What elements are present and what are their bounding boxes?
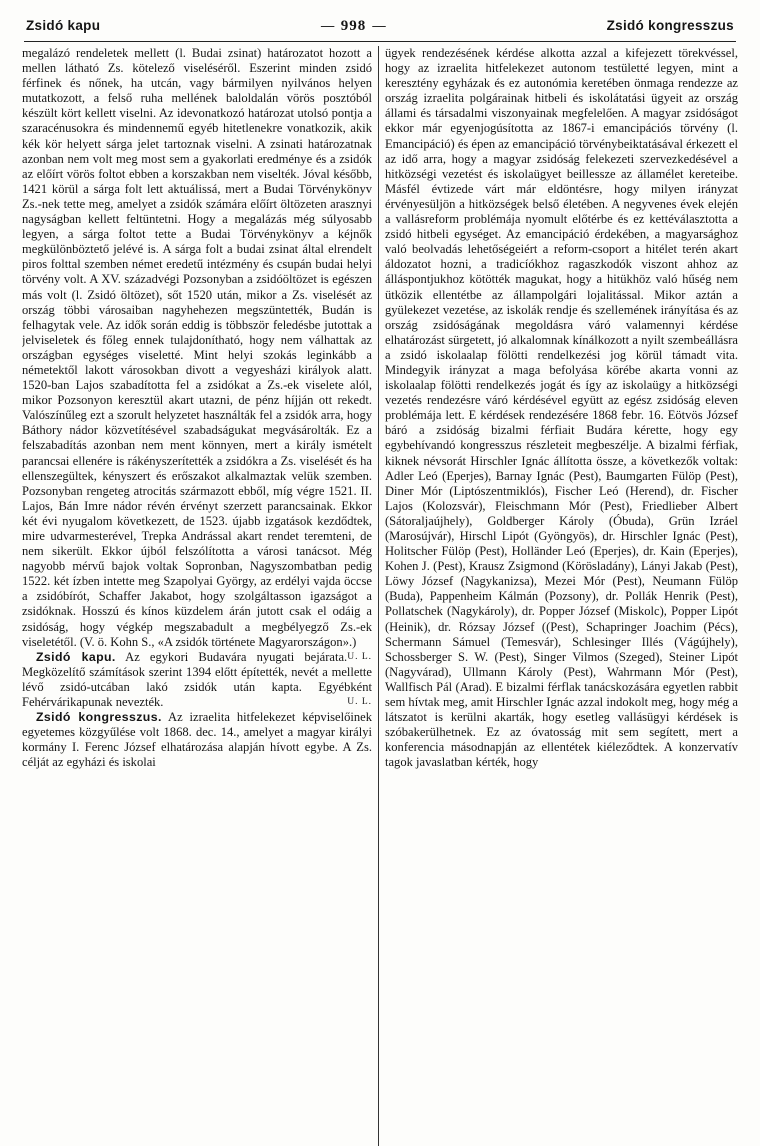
page-number-group: — 998 — [320,18,386,34]
entry-zsido-kongresszus-text: Az izraelita hitfelekezet képviselőinek egyetemes közgyűlése volt 1868. dec. 14., amelyet a magyar királyi kormány I. Ferenc József elhatározása alapján hívott egybe. A Zs. célját az egyházi és iskolai [22,710,372,770]
entry-zsido-kapu-text: Az egykori Budavára nyugati bejárata. Megközelítő számítások szerint 1394 előtt építették, nevét a mellette lévő zsidó-utcában lakó zsidók után kapta. Egyébként Fehérvárikapunak nevezték. [22,649,372,710]
headword-zsido-kongresszus: Zsidó kongresszus. [36,710,162,725]
entry-zsido-kongresszus [22,710,372,770]
entry-zsido-kapu [22,650,372,710]
header-right-keyword: Zsidó kongresszus [606,18,734,33]
left-column [22,46,378,1146]
header-rule [24,41,736,42]
author-signature: U. L. [347,697,372,708]
left-paragraph-1: megalázó rendeletek mellett (l. Budai zsinat) határozatot hozott a mellen látható Zs. kötelező viseléséről. Eszerint minden zsidó férfinek és nőnek, ha utcán, vagy bármilyen nyilvános helyen mutatkozott, a felső ruha mellének baloldalán vörös posztóból készült kört kellett viselni. Az idevonatkozó határozat utolsó pontja a szaracénusokra és mindennemű egyéb hitetlenekre vonatkozik, akik kék kör helyett sárga jelet tartoznak viselni. A zsinati határozatnak azonban nem volt meg most sem a gyakorlati eredménye és a zsidók az előírt vörös foltot ebben a korszakban nem viselték. Jóval később, 1421 körül a sárga folt lett aktuálissá, mert a Budai Törvénykönyv Zs.-nek tette meg, amelyet a zsidók számára előírt öltözeten arasznyi nagyságban kellett feltüntetni. Hogy a megalázás még súlyosabb legyen, a sárga foltot tette a Budai Törvénykönyv a kéjnők megkülönböztető jelévé is. A sárga folt a budai zsinat által elrendelt piros folttal szemben német eredetű intézmény és csupán budai helyi törvény volt. A XV. századvégi Pozsonyban a zsidóöltözet is egészen más volt (l. Zsidó öltözet), sőt 1520 után, mikor a Zs. viselését az ország többi városaiban nagyhehezen megszüntették, Budán is felhagytak vele. Az idők során eddig is többször feledésbe jutottak a jelviseletek és főleg ennek tulajdonítható, hogy nem válhattak az országban egységes viseletté. Mint helyi szokás leginkább a németektől lakott városokban divott a vegyesházi királyok alatt. 1520-ban Lajos szabadította fel a zsidókat a Zs.-ek viselete alól, mikor Pozsonyon keresztül akart utazni, de pénz híjján ott rekedt. Valószínűleg ezt a szorult helyzetet használták fel a zsidók arra, hogy Báthory nádor közvetítésével szabadságukat megvásárolták. Ez a felszabadítás azonban nem ment könnyen, mert a király ismételt parancsai ellenére is rákényszerítették a zsidókra a Zs. viselését és ha ellenszegültek, kényszert és erőszakot alkalmaztak velük szemben. Pozsonyban rengeteg atrocitás származott ebből, míg végre 1521. II. Lajos, Bán Imre nádor révén érvényt szerzett parancsainak. Ekkor két évi nyugalom következett, de 1523. újabb izgatások kezdődtek, mire udvarmesterével, Trepka Andrással akart rendet teremteni, de nem sikerült. Ekkor újból felszólította a városi tanácsot. Még nagyobb mérvű bajok voltak Sopronban, Nagyszombatban pedig 1522. két ízben intette meg Szapolyai György, az erdélyi vajda öccse a zsidóbírót, Schaffer Jakabot, hogy szolgáltasson igazságot a zsidóknak. Hosszú és kínos küzdelem árán jutott csak el odáig a zsidóság, hogy végkép megszabadult a megbélyegző Zs.-ek viseletétől. (V. ö. Kohn S., «A zsidók története Magyarországon».) [22,46,372,649]
header-left-keyword: Zsidó kapu [26,18,101,33]
headword-zsido-kapu: Zsidó kapu. [36,649,116,664]
right-column-text: ügyek rendezésének kérdése alkotta azzal a kifejezett törekvéssel, hogy az izraelita hitfelekezet autonom testületté legyen, mint a keresztény egyházak és ez autonómia keretében önmaga rendezze az ország izraelita polgárainak hitbeli és iskolátatási ügyeit az ország állami és társadalmi viszonyainak megfelelően. A magyar zsidóságot ekkor már egyenjogúsította az 1867-i emancipációs törvény (l. Emancipáció) és épen az emancipáció törvénybeiktatásával érkezett el az idő arra, hogy a magyar zsidóság felekezeti szervezkedésével a hitközségi vezetést és iskolaügyet beillessze az államélet kereteibe. Másfél évtizede várt már eldöntésre, hogy milyen irányzat érvényesüljön a hitközségek belső életében. A negyvenes évek elején a vallásreform problémája nyomult előtérbe és ez kettéválasztotta a zsidó hitbeli egységet. Az emancipáció érdekében, a magyarsághoz való beolvadás lehetőségeiért a reform-csoport a hitélet terén akart áldozatot hozni, a tradicíókhoz ragaszkodók viszont ahhoz az álláspontjukhoz kötötték magukat, hogy a hitükhöz való hűség nem ütközik ellentétbe az állampolgári lojalitással. Mikor aztán a gyülekezet vezetése, az iskolák rendje és szellemének irányítása és az ország zsidóságának megoldásra váró valamennyi kérdése elhatározást sürgetett, jó alkalomnak kínálkozott a nyilt szembeállásra a zsidó iskolaalap fölötti rendelkezési jog körül támadt vita. Mindegyik irányzat a maga befolyása körébe akarta vonni az iskolaalap fölötti rendelkezés jogát és így az iskolaügy a hitközségi vezetés rendezésre váró kérdésével együtt az egész zsidóság eleven problémája lett. E kérdések rendezésére 1868 febr. 16. Eötvös József báró a zsidóság bizalmi férfiait Budára kérette, hogy egy egybehívandó kongresszus részleteit megbeszélje. A bizalmi férfiak, kiknek névsorát Hirschler Ignác állította össze, a következők voltak: Adler Leó (Eperjes), Barnay Ignác (Pest), Baumgarten Fülöp (Pest), Diner Mór (Liptószentmiklós), Fischer Leó (Herend), dr. Fischer Lajos (Kolozsvár), Fleischmann Mór (Pest), Friedlieber Albert (Sátoraljaújhely), Goldberger Károly (Óbuda), Grün Izráel (Marosújvár), Hirschl Lipót (Gyöngyös), dr. Hirschler Ignác (Pest), Holitscher Fülöp (Pest), Holländer Leó (Eperjes), dr. Kain (Eperjes), Kohen J. (Pest), Krausz Zsigmond (Körösladány), Lányi Jakab (Pest), Löwy József (Nagykanizsa), Mezei Mór (Pest), Neumann Fülöp (Buda), Pappenheim Kálmán (Pozsony), dr. Pollák Henrik (Pest), Pollatschek (Nagykároly), dr. Popper József (Miskolc), Popper Lipót (Heinik), dr. Rózsay József ((Pest), Schapringer Joachim (Pécs), Schermann Sámuel (Temesvár), Schlesinger Illés (Vágújhely), Schossberger S. W. (Pest), Singer Vilmos (Szeged), Steiner Lipót (Nagyvárad), Ullmann Károly (Pest), Wahrmann Mór (Pest), Wallfisch Pál (Arad). E bizalmi férflak tanácskozására egyetlen rabbit sem hívtak meg, amit Hirschler Ignác azzal indokolt meg, hogy még a látszatot is kerülni akarták, hogy esetleg vallásügyi kérdések is szóbakerülhetnek. Ez az óvatosság mit sem segített, mert a konferencia másodnapján az ellentétek kiéleződtek. A konzervatív tagok javaslatban kérték, hogy [385,46,738,770]
running-header [22,12,738,41]
right-column [378,46,738,1146]
page-number: 998 [340,18,367,34]
author-signature: U. L. [347,651,372,662]
two-column-body [22,46,738,1146]
